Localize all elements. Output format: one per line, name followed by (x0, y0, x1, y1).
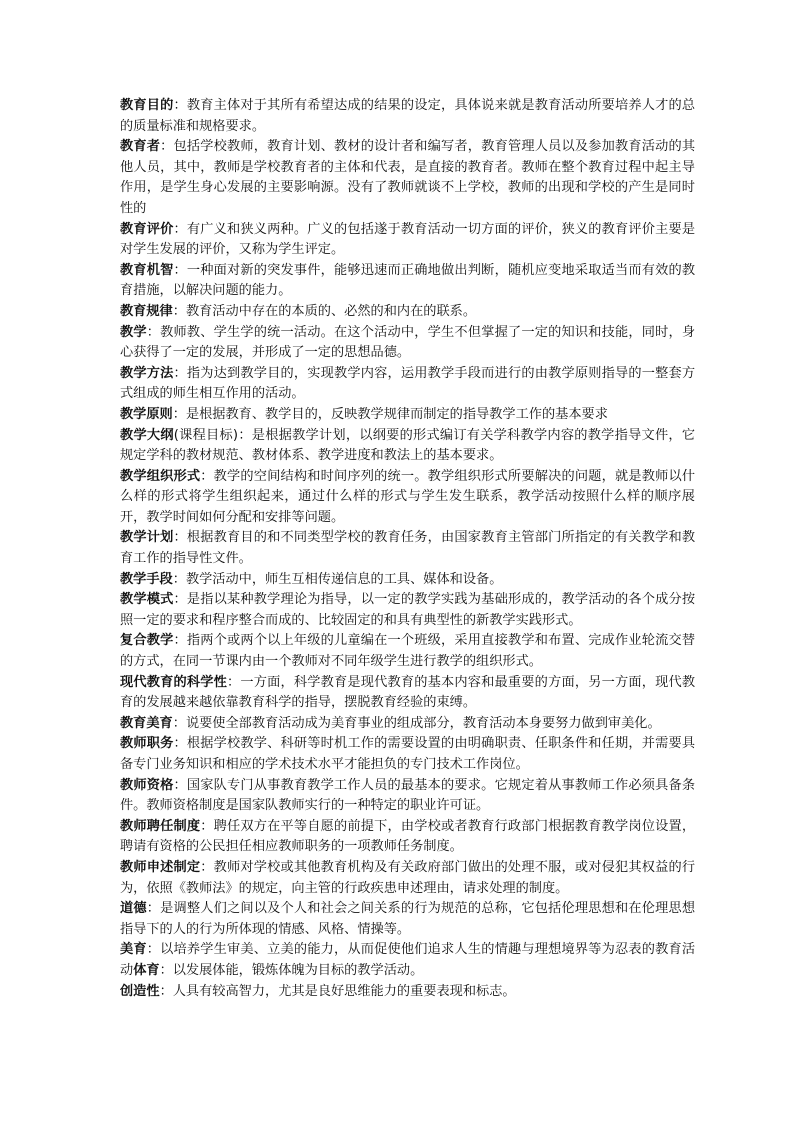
term: 教育规律 (120, 303, 173, 319)
definition: 指两个或两个以上年级的儿童编在一个班级，采用直接教学和布置、完成作业轮流交替的方式，在同一节课内由一个教师对不同年级学生进行教学的组织形式。 (120, 633, 696, 670)
definition: 包括学校教师，教育计划、教材的设计者和编写者，教育管理人员以及参加教育活动的其他人员，其中，教师是学校教育者的主体和代表，是直接的教育者。教师在整个教育过程中起主导作用，是学生身心发展的主要影响源。没有了教师就谈不上学校，教师的出现和学校的产生是同时性的 (120, 139, 696, 216)
document-page (120, 96, 695, 1002)
term: 教育美育 (120, 715, 173, 731)
term: 教师资格 (120, 777, 174, 793)
term: 美育 (120, 942, 147, 958)
definition: 教学活动中，师生互相传递信息的工具、媒体和设备。 (185, 571, 503, 587)
separator: ： (173, 530, 187, 546)
entry-multigrade-teaching (120, 631, 695, 672)
entry-teacher-appeal (120, 858, 695, 899)
separator: ： (200, 859, 214, 875)
separator: ： (173, 633, 187, 649)
entry-teaching-organization (120, 467, 695, 529)
entry-teaching (120, 323, 695, 364)
entry-teaching-model (120, 590, 695, 631)
definition: 是指以某种教学理论为指导，以一定的教学实践为基础形成的，教学活动的各个成分按照一定的要求和程序整合而成的、比较固定的和具有典型性的新教学实践形式。 (120, 592, 696, 628)
term: 教育机智 (120, 262, 174, 278)
term: 教学方法 (120, 365, 174, 381)
term: 教育评价 (120, 221, 174, 237)
term: 教育目的 (120, 98, 174, 113)
term: 教学模式 (120, 592, 174, 608)
definition: 一方面，科学教育是现代教育的基本内容和最重要的方面，另一方面，现代教育的发展越来越依靠教育科学的指导，摆脱教育经验的束缚。 (120, 674, 696, 711)
definition: 根据学校教学、科研等时机工作的需要设置的由明确职责、任职条件和任期，并需要具备专门业务知识和相应的学术技术水平才能担负的专门技术工作岗位。 (120, 736, 696, 772)
definition: 以培养学生审美、立美的能力，从而促使他们追求人生的情趣与理想境界等为忍表的教育活动 (120, 942, 696, 978)
definition: 聘任双方在平等自愿的前提下，由学校或者教育行政部门根据教育教学岗位设置，聘请有资格的公民担任相应教师职务的一项教师任务制度。 (120, 818, 696, 855)
separator: ： (172, 571, 186, 587)
definition: 人具有较高智力，尤其是良好思维能力的重要表现和标志。 (172, 983, 516, 999)
term: 教学原则 (120, 406, 173, 422)
term: 创造性 (120, 983, 160, 999)
term: 现代教育的科学性 (120, 674, 228, 690)
entry-teacher-position (120, 734, 695, 775)
definition: 国家队专门从事教育教学工作人员的最基本的要求。它规定着从事教师工作必须具备条件。教师资格制度是国家队教师实行的一种特定的职业许可证。 (120, 777, 696, 814)
entry-education-goal (120, 96, 695, 137)
entry-teacher-appointment (120, 817, 695, 858)
separator: ： (146, 942, 161, 958)
entry-teaching-principle (120, 405, 695, 426)
term: 教学计划 (120, 530, 174, 546)
separator: ： (200, 818, 214, 834)
separator: ： (173, 736, 187, 752)
definition: 教育主体对于其所有希望达成的结果的设定，具体说来就是教育活动所要培养人才的总的质量标准和规格要求。 (120, 98, 696, 134)
separator: ： (200, 468, 214, 484)
definition: 教师对学校或其他教育机构及有关政府部门做出的处理不服，或对侵犯其权益的行为，依照《教师法》的规定，向主管的行政疾患申述理由，请求处理的制度。 (120, 859, 696, 896)
definition: 是调整人们之间以及个人和社会之间关系的行为规范的总称，它包括伦理思想和在伦理思想指导下的人的行为所体现的情感、风格、情操等。 (120, 901, 696, 937)
term: 道德 (120, 901, 147, 917)
entry-education-aesthetics (120, 714, 695, 735)
entry-teaching-method (120, 364, 695, 405)
definition: 是根据教育、教学目的，反映教学规律而制定的指导教学工作的基本要求 (185, 406, 608, 422)
separator: ： (173, 221, 187, 237)
term: 教学手段 (120, 571, 173, 587)
separator: ： (173, 592, 187, 608)
separator-secondary: ： (159, 962, 173, 978)
separator: ： (146, 901, 161, 917)
entry-educator (120, 137, 695, 219)
entry-teaching-means (120, 570, 695, 591)
definition: 说要使全部教育活动成为美育事业的组成部分，教育活动本身要努力做到审美化。 (185, 715, 661, 731)
separator: ： (173, 777, 187, 793)
definition: 根据教育目的和不同类型学校的教育任务，由国家教育主管部门所指定的有关教学和教育工作的指导性文件。 (120, 530, 696, 567)
definition: 教育活动中存在的本质的、必然的和内在的联系。 (185, 303, 477, 319)
entry-creativity (120, 982, 695, 1003)
separator: ： (160, 139, 174, 155)
definition: 是根据教学计划，以纲要的形式编订有关学科教学内容的教学指导文件，它规定学科的教材规范、教材体系、教学进度和教法上的基本要求。 (120, 427, 696, 464)
separator: ： (172, 303, 186, 319)
term: 教师职务 (120, 736, 174, 752)
definition: 指为达到教学目的，实现教学内容，运用教学手段而进行的由教学原则指导的一整套方式组成的师生相互作用的活动。 (120, 365, 696, 402)
separator: ： (159, 983, 173, 999)
term: 教师申述制定 (120, 859, 201, 875)
entry-education-law (120, 302, 695, 323)
term: 教师聘任制度 (120, 818, 201, 834)
term: 教学大纲 (120, 427, 174, 443)
separator: ： (146, 324, 161, 340)
separator: ： (172, 715, 186, 731)
definition-secondary: 以发展体能，锻炼体魄为目标的教学活动。 (172, 962, 424, 978)
entry-syllabus (120, 426, 695, 467)
entry-education-wit (120, 261, 695, 302)
separator: ： (227, 674, 241, 690)
term: 教育者 (120, 139, 161, 155)
term-secondary: 体育 (133, 962, 160, 978)
separator: ： (173, 365, 187, 381)
definition: 教学的空间结构和时间序列的统一。教学组织形式所要解决的问题，就是教师以什么样的形式将学生组织起来，通过什么样的形式与学生发生联系，教学活动按照什么样的顺序展开，教学时间如何分配和安排等问题。 (120, 468, 696, 525)
definition: 教师教、学生学的统一活动。在这个活动中，学生不但掌握了一定的知识和技能，同时，身心获得了一定的发展，并形成了一定的思想品德。 (120, 324, 696, 361)
separator: ： (173, 262, 187, 278)
term: 复合教学 (120, 633, 174, 649)
term: 教学 (120, 324, 147, 340)
definition: 一种面对新的突发事件，能够迅速而正确地做出判断，随机应变地采取适当而有效的教育措施，以解决问题的能力。 (120, 262, 696, 299)
entry-teacher-qualification (120, 776, 695, 817)
separator: (课程目标)： (173, 427, 252, 443)
entry-morality (120, 899, 695, 940)
entry-education-evaluation (120, 220, 695, 261)
definition: 有广义和狭义两种。广义的包括遂于教育活动一切方面的评价，狭义的教育评价主要是对学生发展的评价，又称为学生评定。 (120, 221, 696, 258)
separator: ： (172, 406, 186, 422)
entry-modern-education-science (120, 673, 695, 714)
separator: ： (173, 98, 187, 113)
term: 教学组织形式 (120, 468, 201, 484)
entry-teaching-plan (120, 528, 695, 569)
entry-aesthetic-and-physical (120, 940, 695, 981)
